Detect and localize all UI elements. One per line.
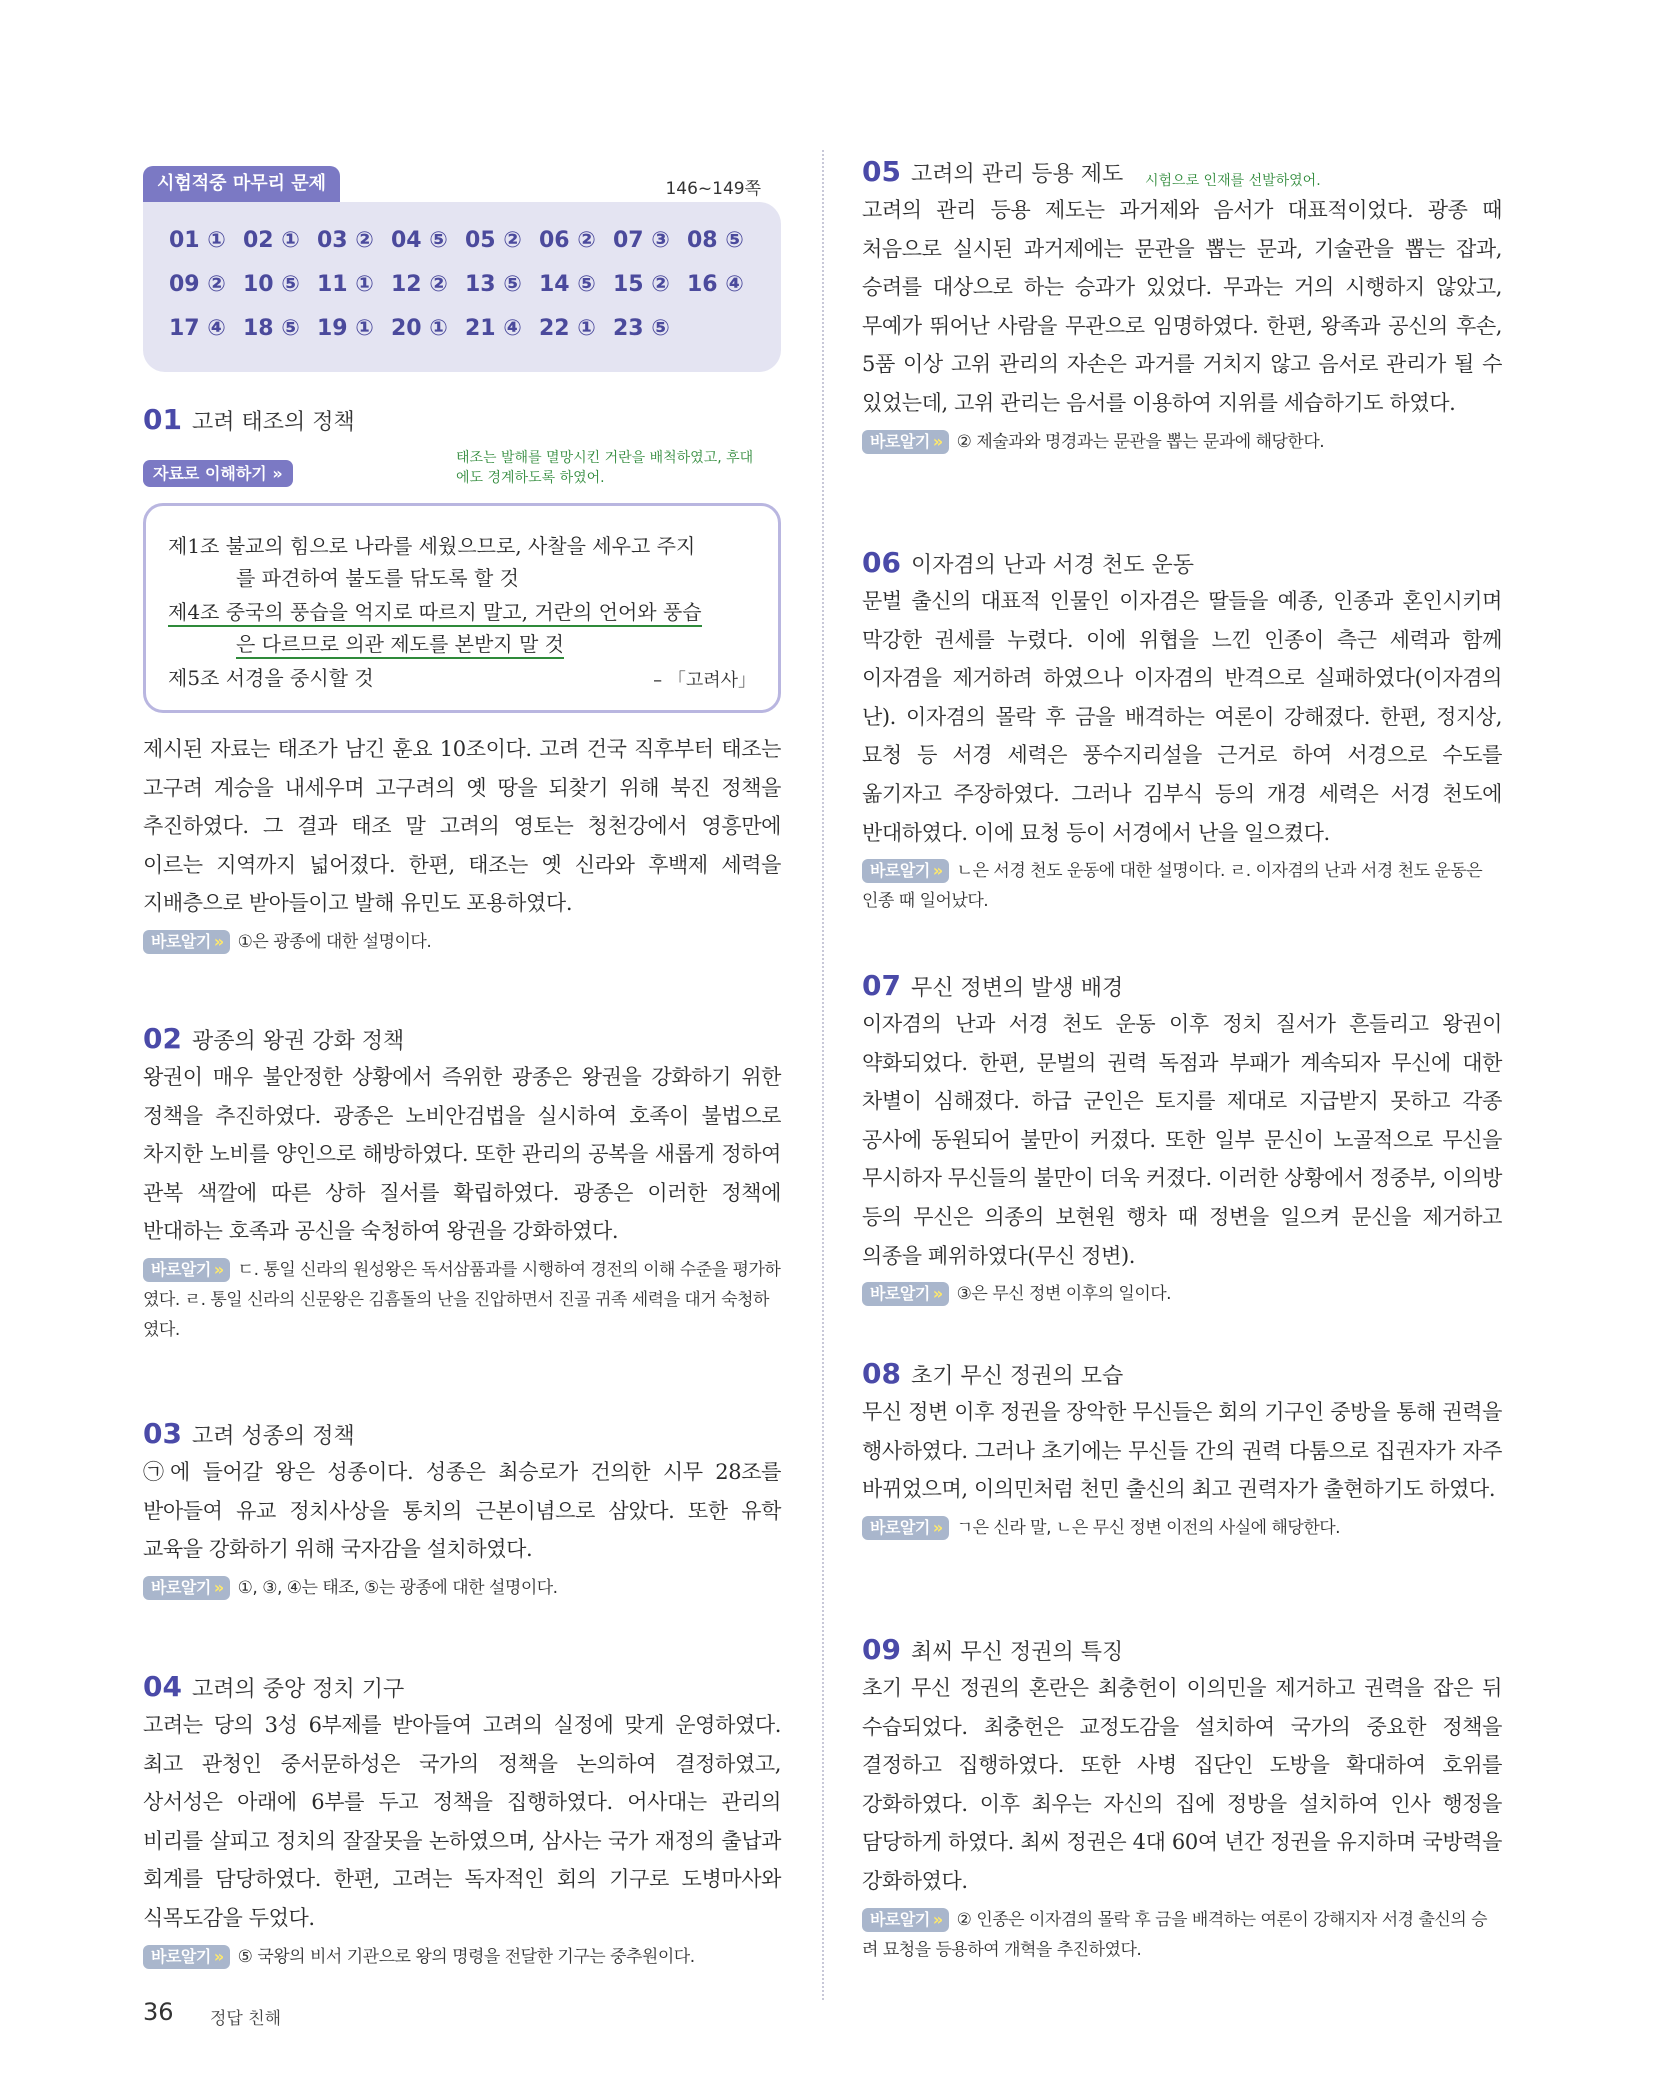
correction-badge: 바로알기 »	[143, 1576, 230, 1600]
answer-item: 23 ⑤	[613, 316, 670, 341]
section-number: 03	[143, 1417, 182, 1450]
answer-item: 05 ②	[465, 228, 522, 253]
section-title: 고려의 중앙 정치 기구	[191, 1677, 405, 1702]
answer-item: 20 ①	[391, 316, 448, 341]
section-06	[862, 546, 1502, 916]
source-line: 를 파견하여 불도를 닦도록 할 것	[236, 566, 519, 590]
section-title: 고려의 관리 등용 제도	[910, 162, 1124, 187]
section-title: 무신 정변의 발생 배경	[910, 976, 1124, 1001]
section-heading	[143, 1670, 781, 1706]
correction-badge: 바로알기 »	[862, 1516, 949, 1540]
correction-badge: 바로알기 »	[862, 859, 949, 883]
answer-item: 07 ③	[613, 228, 670, 253]
correction-note	[862, 1279, 1502, 1309]
section-heading	[862, 1633, 1502, 1669]
section-02	[143, 1022, 781, 1345]
correction-note	[143, 1942, 781, 1972]
correction-badge: 바로알기 »	[862, 430, 949, 454]
section-01	[143, 403, 781, 439]
answer-item: 13 ⑤	[465, 272, 522, 297]
correction-note	[862, 1513, 1502, 1543]
source-line: 제4조 중국의 풍습을 억지로 따르지 말고, 거란의 언어와 풍습	[168, 596, 702, 627]
section-number: 02	[143, 1022, 182, 1055]
section-title: 초기 무신 정권의 모습	[910, 1364, 1124, 1389]
correction-badge: 바로알기 »	[862, 1908, 949, 1932]
answer-row	[169, 272, 761, 297]
answer-row	[169, 316, 687, 341]
section-05	[862, 155, 1502, 457]
correction-note	[143, 1573, 781, 1603]
correction-text: ⑤ 국왕의 비서 기관으로 왕의 명령을 전달한 기구는 중추원이다.	[237, 1946, 695, 1967]
section-04	[143, 1670, 781, 1972]
source-line: 제1조 불교의 힘으로 나라를 세웠으므로, 사찰을 세우고 주지	[168, 534, 696, 558]
section-number: 01	[143, 403, 182, 436]
answer-item: 21 ④	[465, 316, 522, 341]
section-heading	[862, 1357, 1502, 1393]
correction-note	[862, 856, 1502, 916]
correction-badge: 바로알기 »	[143, 930, 230, 954]
column-divider	[822, 150, 824, 2000]
correction-badge: 바로알기 »	[143, 1945, 230, 1969]
section-body: 문벌 출신의 대표적 인물인 이자겸은 딸들을 예종, 인종과 혼인시키며 막강한 권세를 누렸다. 이에 위협을 느낀 인종이 측근 세력과 함께 이자겸을 제거하려 하였으나 이자겸의 반격으로 실패하였다(이자겸의 난). 이자겸의 몰락 후 금을 배격하는 여론이 강해졌다. 한편, 정지상, 묘청 등 서경 세력은 풍수지리설을 근거로 하여 서경으로 수도를 옮기자고 주장하였다. 그러나 김부식 등의 개경 세력은 서경 천도에 반대하였다. 이에 묘청 등이 서경에서 난을 일으켰다.	[862, 589, 1502, 845]
section-heading	[862, 155, 1502, 191]
correction-text: ③은 무신 정변 이후의 일이다.	[956, 1284, 1172, 1305]
section-number: 04	[143, 1670, 182, 1703]
section-07	[862, 969, 1502, 1309]
correction-text: ② 제술과와 명경과는 문관을 뽑는 문과에 해당한다.	[956, 431, 1325, 452]
answer-item: 14 ⑤	[539, 272, 596, 297]
section-number: 07	[862, 969, 901, 1002]
correction-text: ㄷ. 통일 신라의 원성왕은 독서삼품과를 시행하여 경전의 이해 수준을 평가하였다. ㄹ. 통일 신라의 신문왕은 김흠돌의 난을 진압하면서 진골 귀족 세력을 대거 숙청하였다.	[143, 1259, 781, 1340]
answer-item: 04 ⑤	[391, 228, 448, 253]
section-body: 초기 무신 정권의 혼란은 최충헌이 이의민을 제거하고 권력을 잡은 뒤 수습되었다. 최충헌은 교정도감을 설치하여 국가의 중요한 정책을 결정하고 집행하였다. 또한 사병 집단인 도방을 확대하여 호위를 강화하였다. 이후 최우는 자신의 집에 정방을 설치하여 인사 행정을 담당하게 하였다. 최씨 정권은 4대 60여 년간 정권을 유지하며 국방력을 강화하였다.	[862, 1676, 1502, 1893]
correction-badge: 바로알기 »	[143, 1258, 230, 1282]
answer-item: 10 ⑤	[243, 272, 300, 297]
answer-item: 02 ①	[243, 228, 300, 253]
correction-text: ①, ③, ④는 태조, ⑤는 광종에 대한 설명이다.	[237, 1577, 558, 1598]
section-title: 이자겸의 난과 서경 천도 운동	[910, 553, 1194, 578]
source-citation: – 「고려사」	[653, 670, 756, 691]
section-heading	[862, 969, 1502, 1005]
answer-key-title: 시험적중 마무리 문제	[143, 166, 340, 202]
section-03	[143, 1417, 781, 1603]
answer-item: 19 ①	[317, 316, 374, 341]
correction-note	[143, 1255, 781, 1345]
section-heading	[862, 546, 1502, 582]
answer-item: 03 ②	[317, 228, 374, 253]
source-line: 은 다르므로 의관 제도를 본받지 말 것	[236, 628, 564, 659]
answer-item: 11 ①	[317, 272, 374, 297]
section-body: 이자겸의 난과 서경 천도 운동 이후 정치 질서가 흔들리고 왕권이 약화되었다. 한편, 문벌의 권력 독점과 부패가 계속되자 무신에 대한 차별이 심해졌다. 하급 군인은 토지를 제대로 지급받지 못하고 각종 공사에 동원되어 불만이 커졌다. 또한 일부 문신이 노골적으로 무신을 무시하자 무신들의 불만이 더욱 커졌다. 이러한 상황에서 정중부, 이의방 등의 무신은 의종의 보현원 행차 때 정변을 일으켜 문신을 제거하고 의종을 폐위하였다(무신 정변).	[862, 1012, 1502, 1268]
source-line: 제5조 서경을 중시할 것	[168, 666, 374, 690]
section-08	[862, 1357, 1502, 1543]
answer-item: 09 ②	[169, 272, 226, 297]
section-number: 06	[862, 546, 901, 579]
correction-text: ㄱ은 신라 말, ㄴ은 무신 정변 이전의 사실에 해당한다.	[956, 1517, 1341, 1538]
section-body: 고려는 당의 3성 6부제를 받아들여 고려의 실정에 맞게 운영하였다. 최고 관청인 중서문하성은 국가의 정책을 논의하여 결정하였고, 상서성은 아래에 6부를 두고 정책을 집행하였다. 어사대는 관리의 비리를 살피고 정치의 잘잘못을 논하였으며, 삼사는 국가 재정의 출납과 회계를 담당하였다. 한편, 고려는 독자적인 회의 기구로 도병마사와 식목도감을 두었다.	[143, 1713, 781, 1930]
source-badge: 자료로 이해하기 »	[143, 460, 293, 487]
section-number: 09	[862, 1633, 901, 1666]
section-body: 왕권이 매우 불안정한 상황에서 즉위한 광종은 왕권을 강화하기 위한 정책을 추진하였다. 광종은 노비안검법을 실시하여 호족이 불법으로 차지한 노비를 양인으로 해방하였다. 또한 관리의 공복을 새롭게 정하여 관복 색깔에 따른 상하 질서를 확립하였다. 광종은 이러한 정책에 반대하는 호족과 공신을 숙청하여 왕권을 강화하였다.	[143, 1065, 781, 1244]
answer-item: 06 ②	[539, 228, 596, 253]
correction-text: ㄴ은 서경 천도 운동에 대한 설명이다. ㄹ. 이자겸의 난과 서경 천도 운동은 인종 때 일어났다.	[862, 861, 1483, 912]
answer-item: 22 ①	[539, 316, 596, 341]
correction-badge: 바로알기 »	[862, 1282, 949, 1306]
section-number: 05	[862, 155, 901, 188]
section-body: 무신 정변 이후 정권을 장악한 무신들은 회의 기구인 중방을 통해 권력을 행사하였다. 그러나 초기에는 무신들 간의 권력 다툼으로 집권자가 자주 바뀌었으며, 이의민처럼 천민 출신의 최고 권력자가 출현하기도 하였다.	[862, 1400, 1502, 1502]
answer-item: 15 ②	[613, 272, 670, 297]
section-body: 제시된 자료는 태조가 남긴 훈요 10조이다. 고려 건국 직후부터 태조는 고구려 계승을 내세우며 고구려의 옛 땅을 되찾기 위해 북진 정책을 추진하였다. 그 결과 태조 말 고려의 영토는 청천강에서 영흥만에 이르는 지역까지 넓어졌다. 한편, 태조는 옛 신라와 후백제 세력을 지배층으로 받아들이고 발해 유민도 포용하였다.	[143, 737, 781, 916]
correction-note	[862, 427, 1502, 457]
section-title: 최씨 무신 정권의 특징	[910, 1640, 1124, 1665]
answer-row	[169, 228, 761, 253]
answer-item: 12 ②	[391, 272, 448, 297]
section-title: 광종의 왕권 강화 정책	[191, 1029, 405, 1054]
section-heading	[143, 1022, 781, 1058]
source-box	[143, 503, 781, 713]
correction-text: ② 인종은 이자겸의 몰락 후 금을 배격하는 여론이 강해지자 서경 출신의 승려 묘청을 등용하여 개혁을 추진하였다.	[862, 1909, 1488, 1960]
section-body: ㉠에 들어갈 왕은 성종이다. 성종은 최승로가 건의한 시무 28조를 받아들여 유교 정치사상을 통치의 근본이념으로 삼았다. 또한 유학 교육을 강화하기 위해 국자감을 설치하였다.	[143, 1460, 781, 1562]
section-title: 고려 태조의 정책	[191, 410, 355, 435]
footer-label: 정답 친해	[210, 2009, 282, 2029]
correction-text: ①은 광종에 대한 설명이다.	[237, 931, 432, 952]
answer-key-pages: 146~149쪽	[665, 179, 761, 199]
correction-note	[143, 927, 781, 957]
section-title: 고려 성종의 정책	[191, 1424, 355, 1449]
answer-item: 08 ⑤	[687, 228, 744, 253]
page-number: 36	[143, 1998, 174, 2026]
section-heading	[143, 1417, 781, 1453]
answer-item: 16 ④	[687, 272, 744, 297]
section-heading	[143, 403, 781, 439]
answer-key-box	[143, 202, 781, 372]
section-01-body	[143, 730, 781, 957]
correction-note	[862, 1905, 1502, 1965]
answer-key-header	[143, 166, 781, 202]
section-05-annotation: 시험으로 인재를 선발하였어.	[1145, 173, 1321, 189]
answer-item: 01 ①	[169, 228, 226, 253]
section-number: 08	[862, 1357, 901, 1390]
section-body: 고려의 관리 등용 제도는 과거제와 음서가 대표적이었다. 광종 때 처음으로 실시된 과거제에는 문관을 뽑는 문과, 기술관을 뽑는 잡과, 승려를 대상으로 하는 승과가 있었다. 무과는 거의 시행하지 않았고, 무예가 뛰어난 사람을 무관으로 임명하였다. 한편, 왕족과 공신의 후손, 5품 이상 고위 관리의 자손은 과거를 거치지 않고 음서로 관리가 될 수 있었는데, 고위 관리는 음서를 이용하여 지위를 세습하기도 하였다.	[862, 198, 1502, 415]
answer-item: 18 ⑤	[243, 316, 300, 341]
section-09	[862, 1633, 1502, 1965]
answer-item: 17 ④	[169, 316, 226, 341]
source-annotation: 태조는 발해를 멸망시킨 거란을 배척하였고, 후대에도 경계하도록 하였어.	[456, 450, 754, 486]
